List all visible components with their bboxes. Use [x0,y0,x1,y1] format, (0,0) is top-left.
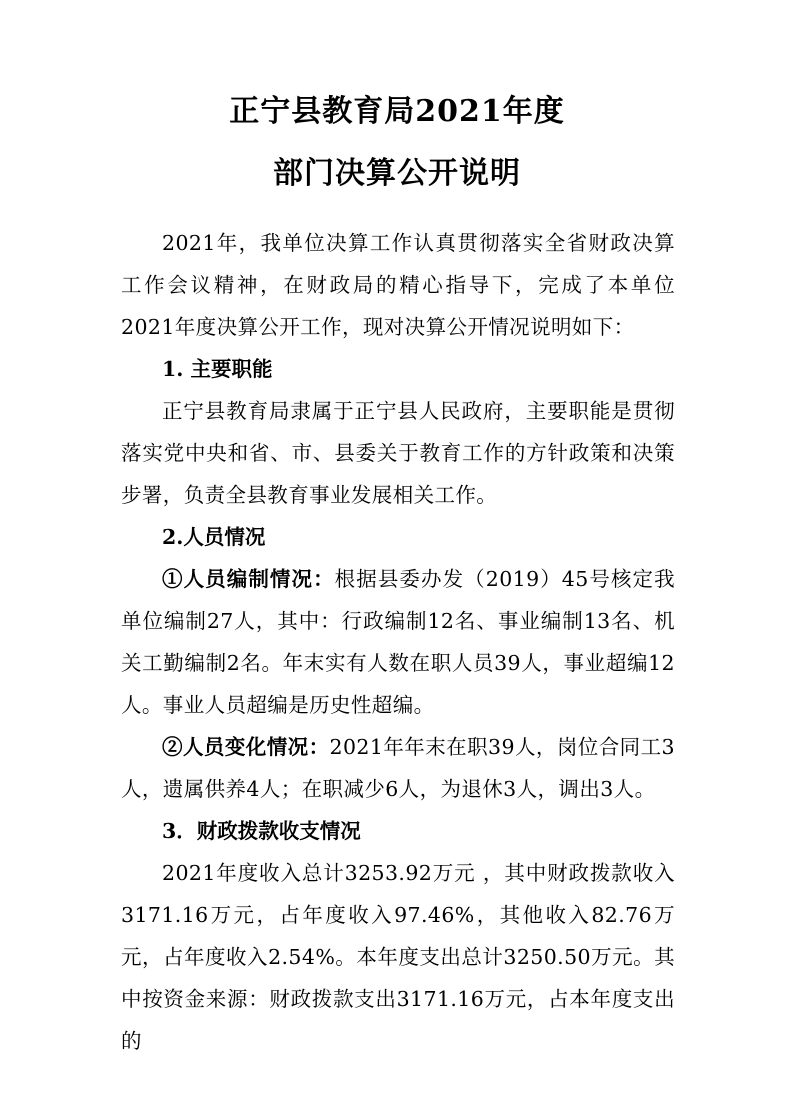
staff-quota-text: 根据县委办发（2019）45号核定我单位编制27人，其中：行政编制12名、事业编制13名、机关工勤编制2名。年末实有人数在职人员39人，事业超编12人。事业人员超编是历史性超编。 [121,567,675,717]
section-heading-staff: 2.人员情况 [162,525,266,549]
staff-quota-paragraph [121,558,675,726]
document-title-line1: 正宁县教育局2021年度 [229,94,565,129]
staff-quota-label: ①人员编制情况： [162,567,335,591]
staff-change-label: ②人员变化情况： [162,735,330,759]
section-heading-functions: 1. 主要职能 [162,357,273,381]
section-heading-finance: 3．财政拨款收支情况 [162,819,361,843]
document-title-line2: 部门决算公开说明 [273,156,521,191]
staff-change-paragraph [121,726,675,810]
finance-paragraph: 2021年度收入总计3253.92万元 ，其中财政拨款收入3171.16万元，占年度收入97.46%，其他收入82.76万元，占年度收入2.54%。本年度支出总计3250.50万元。其中按资金来源：财政拨款支出3171.16万元，占本年度支出的 [121,861,675,1053]
document-body [121,222,675,1062]
intro-paragraph: 2021年，我单位决算工作认真贯彻落实全省财政决算工作会议精神，在财政局的精心指导下，完成了本单位2021年度决算公开工作，现对决算公开情况说明如下： [121,231,675,339]
functions-paragraph: 正宁县教育局隶属于正宁县人民政府，主要职能是贯彻落实党中央和省、市、县委关于教育工作的方针政策和决策步署，负责全县教育事业发展相关工作。 [121,399,675,507]
staff-change-text: 2021年年末在职39人，岗位合同工3人，遗属供养4人；在职减少6人，为退休3人，调出3人。 [121,735,675,801]
